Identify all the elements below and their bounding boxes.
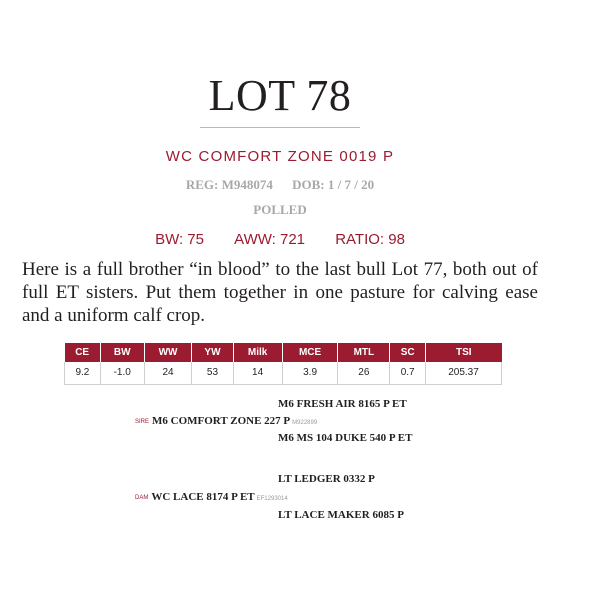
dam-entry [135,491,288,503]
epd-header-mce: MCE [282,343,338,362]
epd-value-ce: 9.2 [65,362,101,384]
epd-value-milk: 14 [233,362,282,384]
sire-dam: M6 MS 104 DUKE 540 P ET [278,432,413,444]
dam-registration: EF1293014 [256,496,288,502]
lot-title: LOT 78 [208,71,352,120]
sire-sire: M6 FRESH AIR 8165 P ET [278,398,407,410]
epd-value-mce: 3.9 [282,362,338,384]
birth-weight: BW: 75 [155,231,204,248]
lot-description: Here is a full brother “in blood” to the last bull Lot 77, both out of full ET sisters. Put them together in one pasture for calving ease and a uniform calf crop. [22,259,538,326]
birth-weaning-stats [0,231,560,248]
adjusted-weaning-weight: AWW: 721 [234,231,306,248]
sire-entry [135,415,317,427]
epd-table [64,343,502,385]
registration-number: REG: M948074 [185,177,273,192]
epd-header-sc: SC [390,343,426,362]
bull-name: WC COMFORT ZONE 0019 P [165,148,395,165]
date-of-birth: DOB: 1 / 7 / 20 [292,177,375,192]
epd-header-bw: BW [100,343,144,362]
epd-header-yw: YW [192,343,233,362]
epd-value-ww: 24 [144,362,192,384]
epd-value-bw: -1.0 [100,362,144,384]
dam-name: WC LACE 8174 P ET [151,491,255,503]
sire-tag: SIRE [135,419,150,425]
polled-label: POLLED [253,202,307,217]
title-divider [200,127,360,128]
epd-header-row [65,343,502,362]
epd-header-mtl: MTL [338,343,390,362]
dam-dam: LT LACE MAKER 6085 P [278,509,404,521]
epd-header-ce: CE [65,343,101,362]
epd-value-yw: 53 [192,362,233,384]
registration-line [0,177,560,193]
dam-sire: LT LEDGER 0332 P [278,473,375,485]
epd-value-mtl: 26 [338,362,390,384]
epd-header-milk: Milk [233,343,282,362]
epd-header-ww: WW [144,343,192,362]
weaning-ratio: RATIO: 98 [335,231,405,248]
epd-value-tsi: 205.37 [426,362,502,384]
epd-header-tsi: TSI [426,343,502,362]
epd-value-row [65,362,502,384]
sire-name: M6 COMFORT ZONE 227 P [152,415,291,427]
epd-value-sc: 0.7 [390,362,426,384]
sire-registration: M922899 [292,420,318,426]
dam-tag: DAM [135,495,149,501]
